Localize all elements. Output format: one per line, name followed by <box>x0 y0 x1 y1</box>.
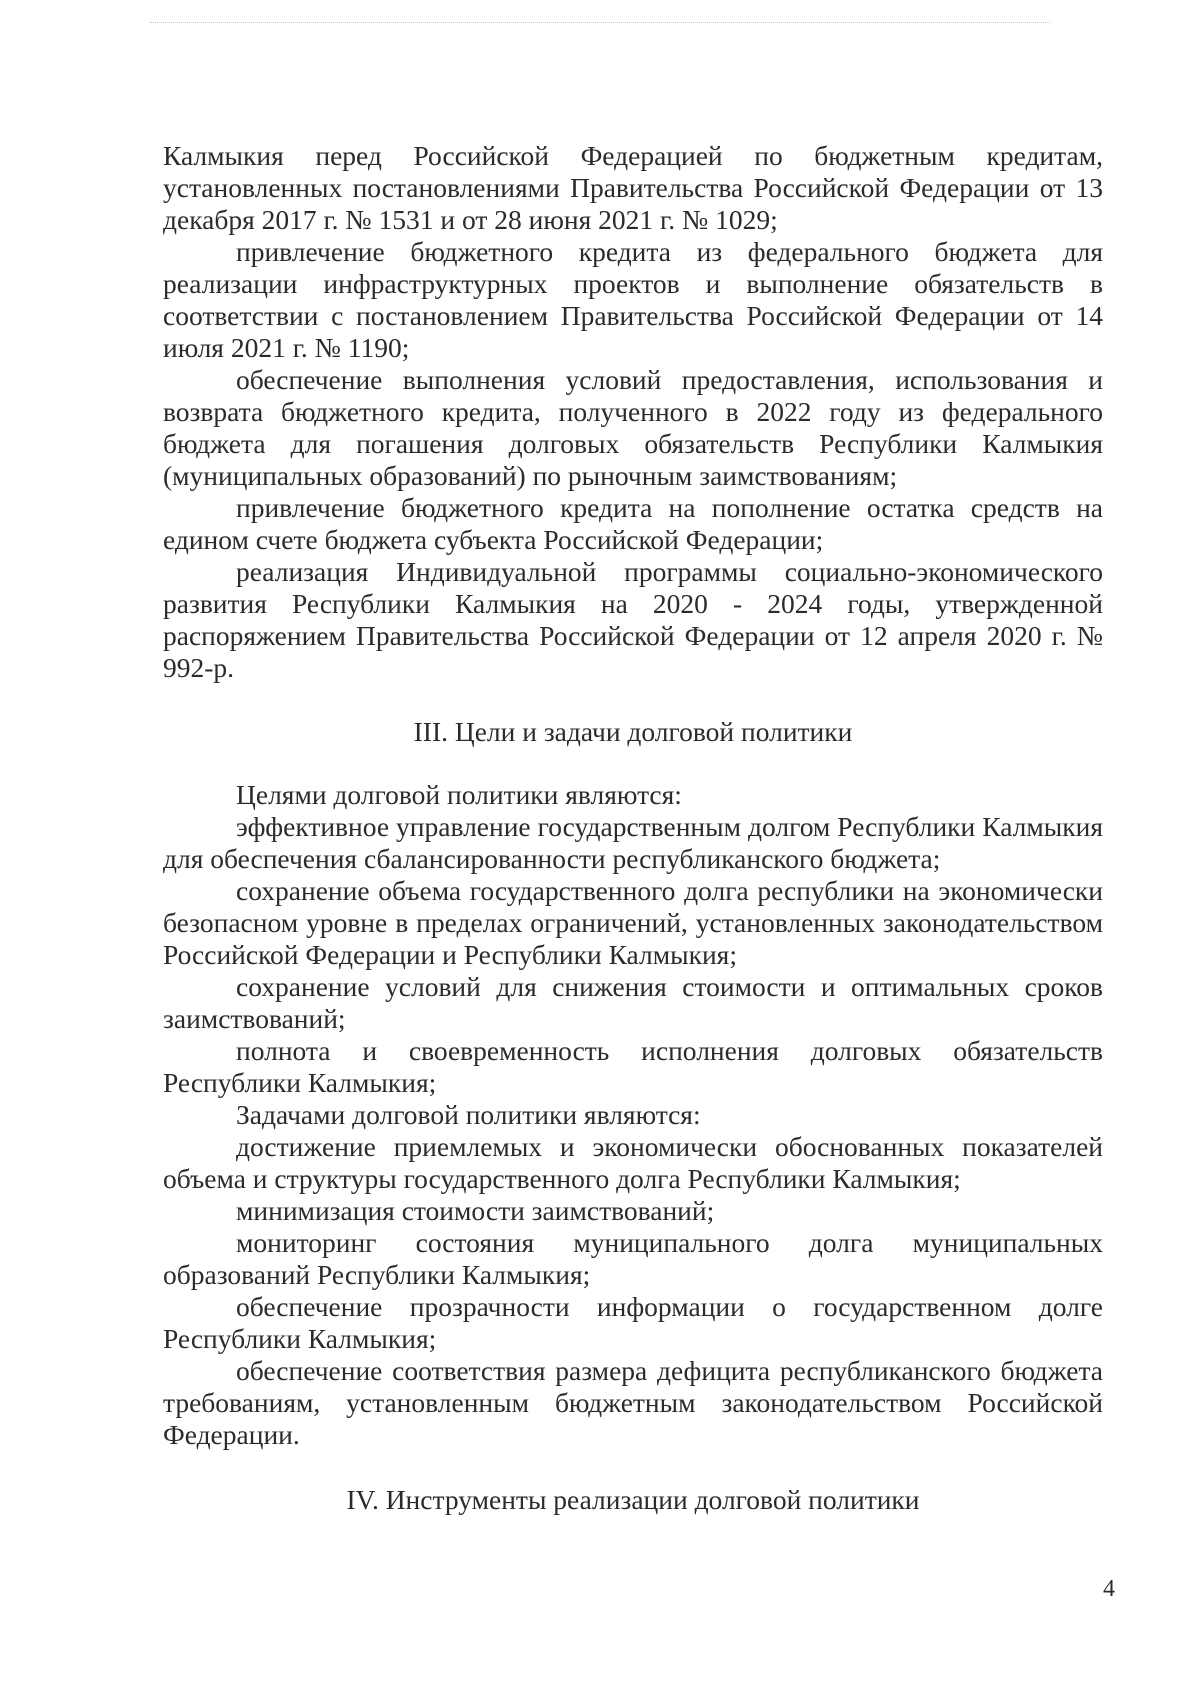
section-heading-iii: III. Цели и задачи долговой политики <box>413 716 853 747</box>
paragraph: Целями долговой политики являются: <box>236 779 682 810</box>
paragraph: эффективное управление государственным долгом Республики Калмыкия для обеспечения сбалансированности республиканского бюджета; <box>163 811 1103 874</box>
spacer <box>163 1451 1103 1484</box>
paragraph: минимизация стоимости заимствований; <box>236 1195 715 1226</box>
paragraph: привлечение бюджетного кредита на пополнение остатка средств на едином счете бюджета субъекта Российской Федерации; <box>163 492 1103 555</box>
paragraph: полнота и своевременность исполнения долговых обязательств Республики Калмыкия; <box>163 1035 1103 1098</box>
paragraph: обеспечение прозрачности информации о государственном долге Республики Калмыкия; <box>163 1291 1103 1354</box>
paragraph: обеспечение соответствия размера дефицита республиканского бюджета требованиям, установленным бюджетным законодательством Российской Федерации. <box>163 1355 1103 1450</box>
paragraph: Калмыкия перед Российской Федерацией по бюджетным кредитам, установленных постановлениями Правительства Российской Федерации от 13 декабря 2017 г. № 1531 и от 28 июня 2021 г. № 1029; <box>163 140 1103 235</box>
paragraph: сохранение условий для снижения стоимости и оптимальных сроков заимствований; <box>163 971 1103 1034</box>
paragraph: сохранение объема государственного долга республики на экономически безопасном уровне в пределах ограничений, установленных законодательством Российской Федерации и Республики Калмыкия; <box>163 875 1103 970</box>
paragraph: Задачами долговой политики являются: <box>236 1099 701 1130</box>
paragraph: реализация Индивидуальной программы социально-экономического развития Республики Калмыкия на 2020 - 2024 годы, утвержденной распоряжением Правительства Российской Федерации от 12 апреля 2020 г. № 992-р. <box>163 556 1103 683</box>
paragraph: обеспечение выполнения условий предоставления, использования и возврата бюджетного кредита, полученного в 2022 году из федерального бюджета для погашения долговых обязательств Республики Калмыкия (муниципальных образований) по рыночным заимствованиям; <box>163 364 1103 491</box>
section-heading-iv: IV. Инструменты реализации долговой политики <box>346 1484 920 1515</box>
paragraph: привлечение бюджетного кредита из федерального бюджета для реализации инфраструктурных проектов и выполнение обязательств в соответствии с постановлением Правительства Российской Федерации от 14 июля 2021 г. № 1190; <box>163 236 1103 363</box>
paragraph: достижение приемлемых и экономически обоснованных показателей объема и структуры государственного долга Республики Калмыкия; <box>163 1131 1103 1194</box>
paragraph: мониторинг состояния муниципального долга муниципальных образований Республики Калмыкия; <box>163 1227 1103 1290</box>
page-number: 4 <box>1103 1576 1115 1602</box>
scan-edge-artifact <box>150 22 1050 23</box>
spacer <box>163 684 1103 716</box>
page-content <box>163 140 1103 1516</box>
spacer <box>163 748 1103 779</box>
